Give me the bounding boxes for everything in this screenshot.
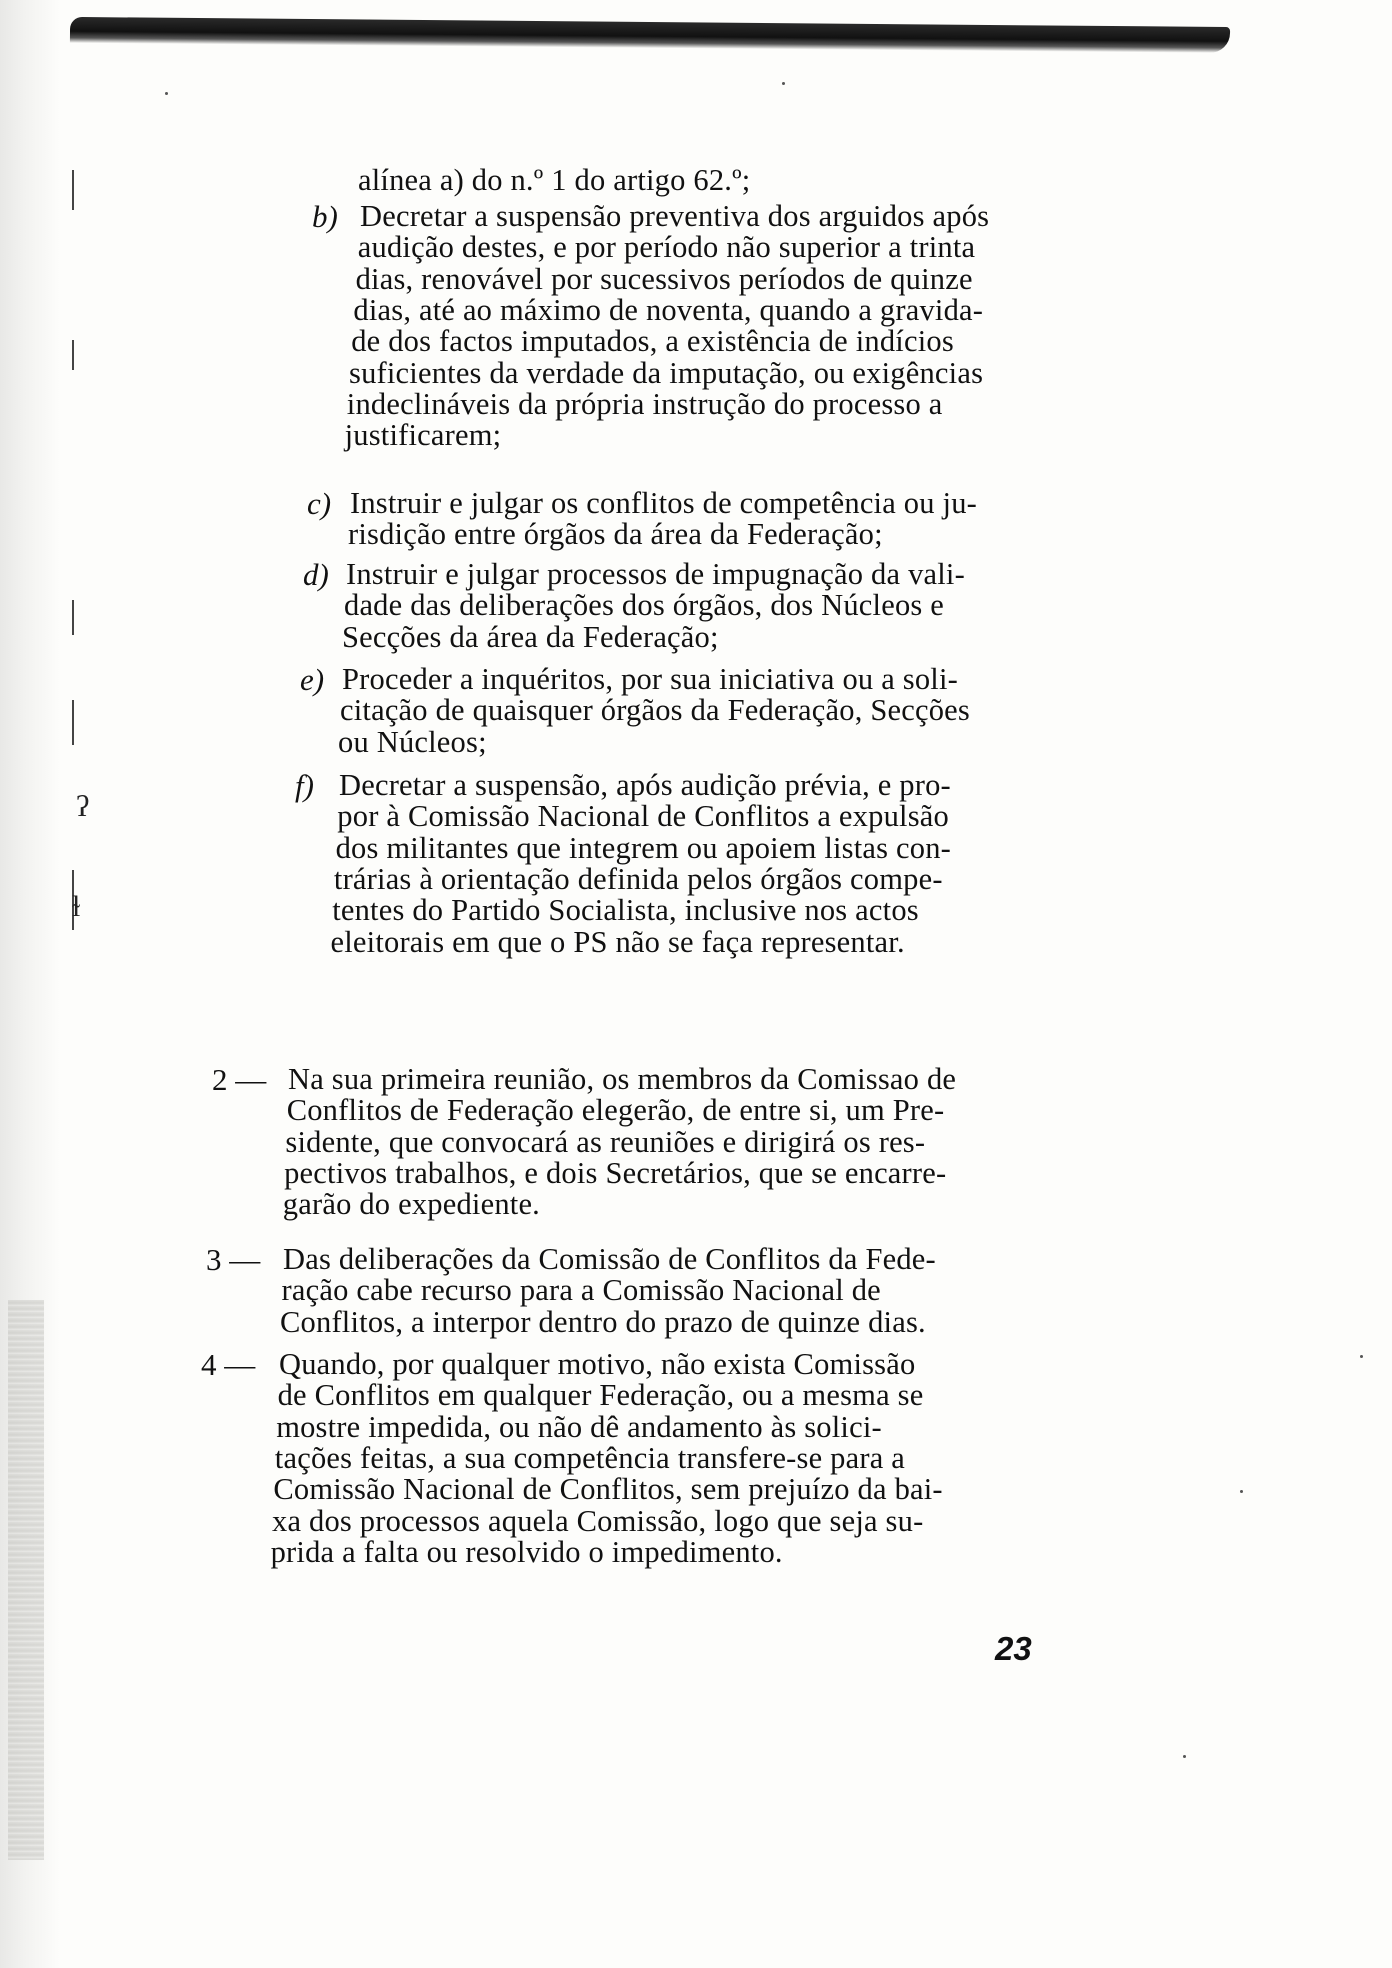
- item-line: risdição entre órgãos da área da Federação;: [348, 517, 883, 552]
- paragraph-line: Quando, por qualquer motivo, não exista Comissão: [279, 1347, 916, 1381]
- item-label: c): [307, 486, 332, 521]
- paragraph-line: xa dos processos aquela Comissão, logo que seja su-: [272, 1503, 924, 1538]
- paragraph-number: 3 —: [206, 1242, 261, 1277]
- paragraph-line: Conflitos, a interpor dentro do prazo de quinze dias.: [280, 1304, 926, 1339]
- paragraph-line: tações feitas, a sua competência transfere-se para a: [274, 1440, 906, 1475]
- item-line: citação de quaisquer órgãos da Federação, Secções: [340, 693, 970, 728]
- margin-mark: [72, 340, 74, 370]
- margin-mark: [72, 700, 74, 745]
- item-line: audição destes, e por período não superior a trinta: [357, 230, 976, 265]
- item-line: de dos factos imputados, a existência de indícios: [351, 324, 954, 359]
- paragraph-number: 2 —: [212, 1062, 267, 1097]
- item-line: suficientes da verdade da imputação, ou exigências: [349, 355, 984, 390]
- paragraph-line: de Conflitos em qualquer Federação, ou a mesma se: [277, 1378, 924, 1413]
- paragraph-line: mostre impedida, ou não dê andamento às solici-: [276, 1409, 882, 1444]
- paragraph-line: ração cabe recurso para a Comissão Nacional de: [281, 1273, 881, 1308]
- paragraph-line: Das deliberações da Comissão de Conflitos da Fede-: [283, 1242, 936, 1276]
- item-line: dade das deliberações dos órgãos, dos Núcleos e: [344, 588, 945, 623]
- paragraph-line: prida a falta ou resolvido o impedimento.: [270, 1534, 783, 1569]
- item-line: Instruir e julgar os conflitos de competência ou ju-: [350, 486, 977, 520]
- page-number: 23: [995, 1630, 1032, 1667]
- item-label: d): [303, 557, 329, 592]
- item-line: Decretar a suspensão, após audição prévia, e pro-: [339, 768, 951, 802]
- scan-speck: [165, 92, 168, 95]
- page-top-edge-shadow: [70, 17, 1230, 53]
- scan-speck: [1360, 1355, 1363, 1358]
- item-label: f): [295, 768, 314, 803]
- item-line: dias, renovável por sucessivos períodos de quinze: [355, 261, 973, 296]
- paragraph-line: sidente, que convocará as reuniões e dirigirá os res-: [285, 1124, 926, 1159]
- margin-glyph: ʔ: [76, 790, 90, 823]
- paragraph-line: pectivos trabalhos, e dois Secretários, que se encarre-: [284, 1155, 947, 1190]
- item-line: ou Núcleos;: [338, 724, 487, 759]
- paragraph-line: Na sua primeira reunião, os membros da Comissao de: [288, 1062, 957, 1096]
- margin-glyph: ɫ: [72, 890, 81, 923]
- item-label: b): [312, 199, 338, 234]
- scan-speck: [1183, 1755, 1186, 1758]
- item-line: Instruir e julgar processos de impugnação da vali-: [346, 557, 965, 591]
- margin-mark: [72, 170, 74, 210]
- item-line: Secções da área da Federação;: [342, 619, 719, 654]
- item-line: trárias à orientação definida pelos órgãos compe-: [333, 861, 943, 896]
- item-line: Proceder a inquéritos, por sua iniciativa ou a soli-: [342, 662, 958, 696]
- scan-speck: [1240, 1490, 1243, 1493]
- item-line: justificarem;: [344, 418, 502, 453]
- item-label: e): [300, 662, 325, 697]
- paragraph-line: Conflitos de Federação elegerão, de entre si, um Pre-: [286, 1093, 945, 1128]
- item-line: dias, até ao máximo de noventa, quando a gravida-: [353, 292, 984, 327]
- paragraph-number: 4 —: [201, 1347, 256, 1382]
- item-line: eleitorais em que o PS não se faça representar.: [330, 924, 905, 959]
- margin-mark: [72, 600, 74, 635]
- item-line: tentes do Partido Socialista, inclusive nos actos: [332, 893, 919, 928]
- paragraph-line: Comissão Nacional de Conflitos, sem prejuízo da bai-: [273, 1472, 943, 1507]
- item-line: indeclináveis da própria instrução do processo a: [346, 386, 943, 421]
- item-line: dos militantes que integrem ou apoiem listas con-: [335, 830, 952, 865]
- item-line: Decretar a suspensão preventiva dos arguidos após: [360, 199, 990, 233]
- item-a-continuation: alínea a) do n.º 1 do artigo 62.º;: [358, 163, 751, 197]
- paragraph-line: garão do expediente.: [282, 1187, 541, 1222]
- item-line: por à Comissão Nacional de Conflitos a expulsão: [337, 799, 949, 834]
- binding-shadow: [8, 1300, 44, 1860]
- scan-speck: [782, 82, 785, 85]
